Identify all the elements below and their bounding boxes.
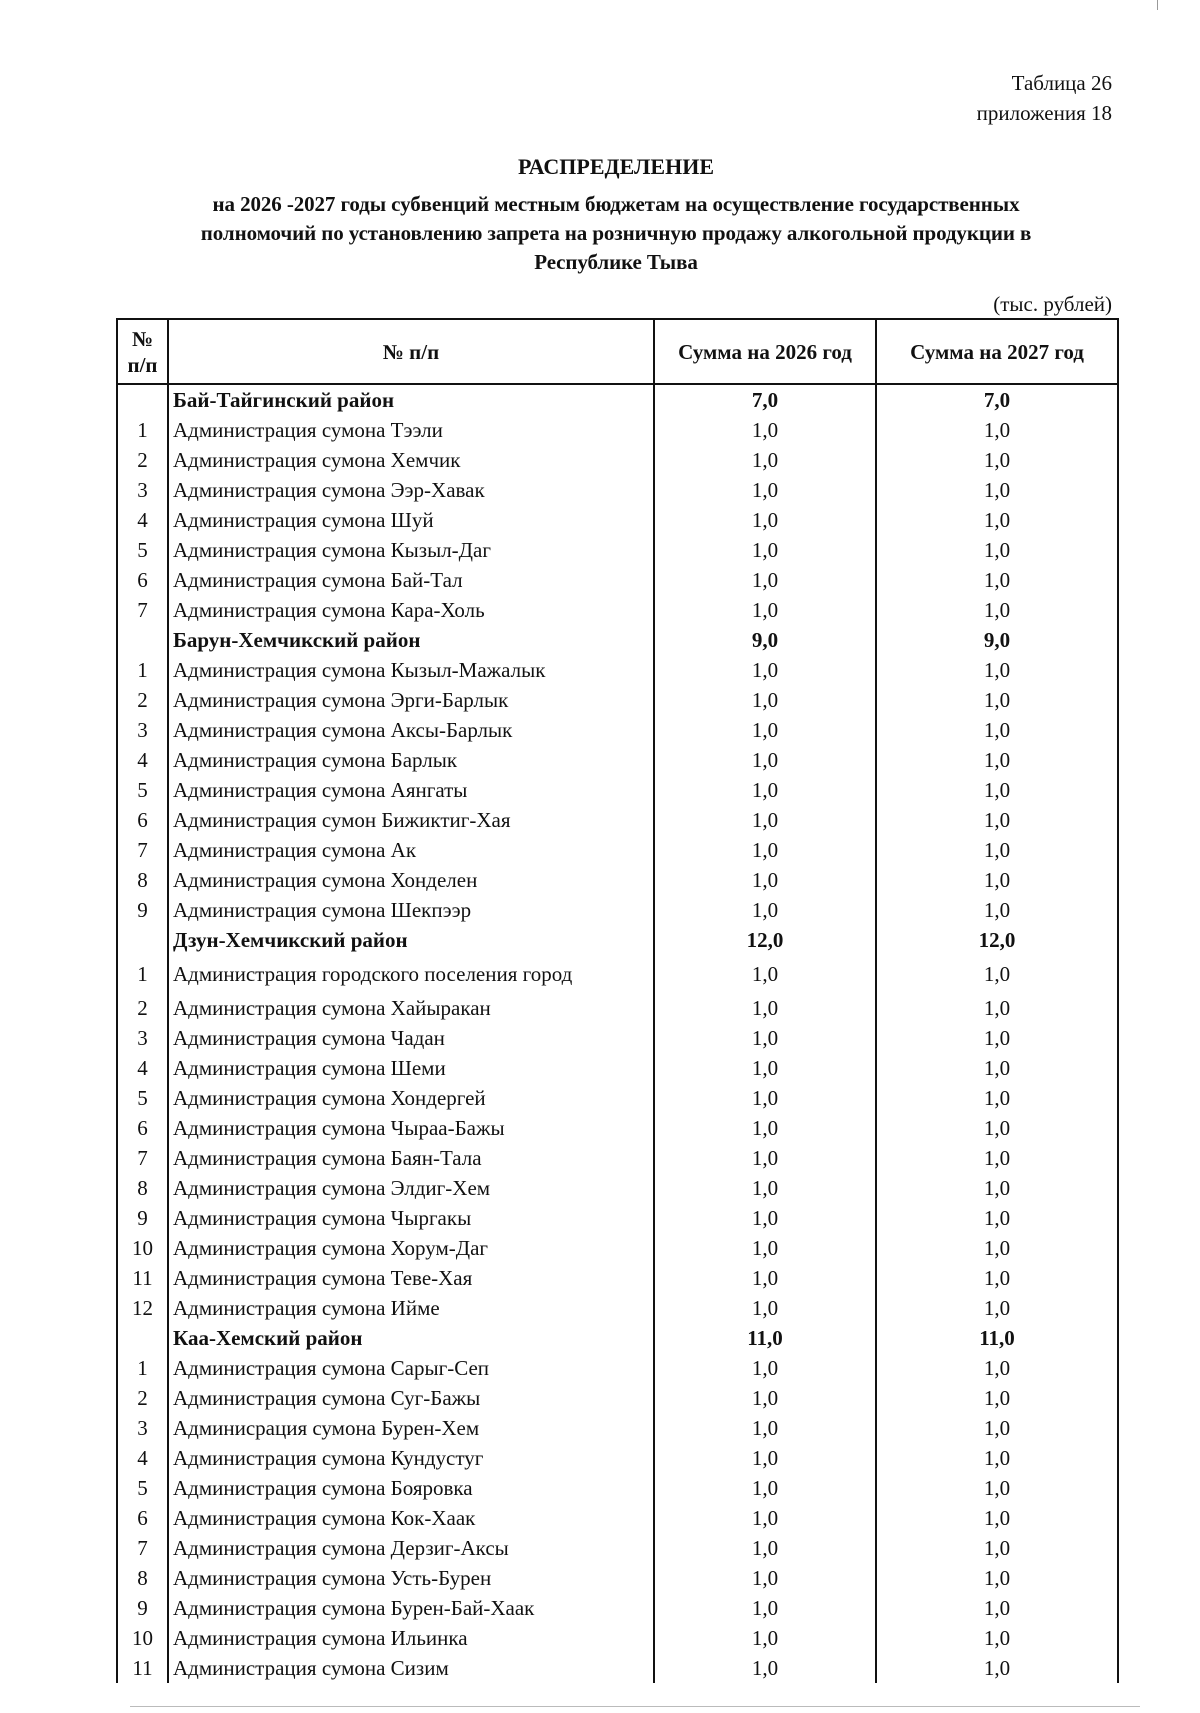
- sum-2026: 1,0: [654, 535, 876, 565]
- administration-name: Администрация сумона Хемчик: [168, 445, 654, 475]
- table-row: [117, 685, 1118, 715]
- sum-2026: 1,0: [654, 1443, 876, 1473]
- row-number: 3: [117, 1413, 168, 1443]
- table-row: [117, 745, 1118, 775]
- subtitle-line-1: на 2026 -2027 годы субвенций местным бюджетам на осуществление государственных: [212, 192, 1020, 216]
- administration-name: Администрация сумона Чадан: [168, 1023, 654, 1053]
- table-number: Таблица 26: [1011, 71, 1112, 95]
- row-number: 9: [117, 1593, 168, 1623]
- sum-2026: 1,0: [654, 685, 876, 715]
- administration-name: Админисрация сумона Бурен-Хем: [168, 1413, 654, 1443]
- administration-name: Администрация сумона Ийме: [168, 1293, 654, 1323]
- table-row: [117, 1203, 1118, 1233]
- sum-2026: 1,0: [654, 1383, 876, 1413]
- sum-2026: 1,0: [654, 805, 876, 835]
- sum-2027: 12,0: [876, 925, 1118, 955]
- table-row: [117, 1503, 1118, 1533]
- administration-name: Администрация сумона Кызыл-Мажалык: [168, 655, 654, 685]
- row-number: 12: [117, 1293, 168, 1323]
- sum-2027: 1,0: [876, 1443, 1118, 1473]
- row-number: 10: [117, 1623, 168, 1653]
- administration-name: Администрация сумона Баян-Тала: [168, 1143, 654, 1173]
- sum-2026: 1,0: [654, 1563, 876, 1593]
- district-row: [117, 625, 1118, 655]
- administration-name: Администрация сумона Хорум-Даг: [168, 1233, 654, 1263]
- row-number: 11: [117, 1653, 168, 1683]
- administration-name: Администрация сумона Аксы-Барлык: [168, 715, 654, 745]
- column-header-number: [117, 319, 168, 384]
- row-number: 5: [117, 775, 168, 805]
- table-row: [117, 1113, 1118, 1143]
- row-number: 2: [117, 993, 168, 1023]
- administration-name: Администрация сумона Кок-Хаак: [168, 1503, 654, 1533]
- sum-2027: 1,0: [876, 805, 1118, 835]
- sum-2026: 1,0: [654, 1503, 876, 1533]
- row-number: 8: [117, 1563, 168, 1593]
- sum-2026: 1,0: [654, 715, 876, 745]
- table-header-row: [117, 319, 1118, 384]
- administration-name: Администрация сумона Шеми: [168, 1053, 654, 1083]
- sum-2026: 1,0: [654, 1473, 876, 1503]
- sum-2027: 1,0: [876, 715, 1118, 745]
- sum-2026: 1,0: [654, 775, 876, 805]
- table-row: [117, 955, 1118, 993]
- sum-2027: 1,0: [876, 895, 1118, 925]
- sum-2027: 1,0: [876, 1653, 1118, 1683]
- column-header-sum-2027: Сумма на 2027 год: [876, 319, 1118, 384]
- column-header-name: № п/п: [168, 319, 654, 384]
- administration-name: Администрация сумона Бай-Тал: [168, 565, 654, 595]
- row-number: 6: [117, 1503, 168, 1533]
- sum-2027: 1,0: [876, 1293, 1118, 1323]
- sum-2026: 1,0: [654, 1653, 876, 1683]
- sum-2026: 1,0: [654, 1053, 876, 1083]
- table-row: [117, 1413, 1118, 1443]
- subtitle-line-2: полномочий по установлению запрета на розничную продажу алкогольной продукции в: [200, 221, 1032, 245]
- units-label: (тыс. рублей): [993, 292, 1112, 316]
- sum-2026: 1,0: [654, 993, 876, 1023]
- row-number: 6: [117, 805, 168, 835]
- row-number: 5: [117, 1473, 168, 1503]
- sum-2027: 1,0: [876, 1113, 1118, 1143]
- sum-2026: 1,0: [654, 865, 876, 895]
- row-number: [117, 384, 168, 415]
- sum-2026: 1,0: [654, 1263, 876, 1293]
- column-header-number-line-2: п/п: [127, 352, 158, 377]
- table-row: [117, 1233, 1118, 1263]
- row-number: 1: [117, 955, 168, 993]
- sum-2026: 1,0: [654, 745, 876, 775]
- sum-2027: 1,0: [876, 1413, 1118, 1443]
- sum-2027: 1,0: [876, 1143, 1118, 1173]
- row-number: 11: [117, 1263, 168, 1293]
- row-number: 5: [117, 1083, 168, 1113]
- administration-name: Администрация сумона Кызыл-Даг: [168, 535, 654, 565]
- table-row: [117, 835, 1118, 865]
- table-row: [117, 1143, 1118, 1173]
- table-row: [117, 715, 1118, 745]
- sum-2026: 1,0: [654, 1083, 876, 1113]
- table-row: [117, 1473, 1118, 1503]
- row-number: 3: [117, 475, 168, 505]
- row-number: [117, 1323, 168, 1353]
- table-row: [117, 1443, 1118, 1473]
- sum-2026: 1,0: [654, 655, 876, 685]
- sum-2026: 1,0: [654, 895, 876, 925]
- district-row: [117, 925, 1118, 955]
- sum-2026: 1,0: [654, 1173, 876, 1203]
- table-row: [117, 805, 1118, 835]
- sum-2027: 1,0: [876, 1233, 1118, 1263]
- sum-2027: 1,0: [876, 1593, 1118, 1623]
- sum-2027: 1,0: [876, 1173, 1118, 1203]
- sum-2026: 1,0: [654, 1293, 876, 1323]
- sum-2027: 1,0: [876, 1353, 1118, 1383]
- district-name: Барун-Хемчикский район: [168, 625, 654, 655]
- administration-name: Администрация сумона Кундустуг: [168, 1443, 654, 1473]
- row-number: 4: [117, 505, 168, 535]
- sum-2027: 1,0: [876, 1203, 1118, 1233]
- sum-2027: 1,0: [876, 655, 1118, 685]
- sum-2027: 1,0: [876, 415, 1118, 445]
- appendix-number: приложения 18: [976, 101, 1112, 125]
- distribution-table: [116, 318, 1119, 1683]
- table-row: [117, 415, 1118, 445]
- administration-name: Администрация сумона Ак: [168, 835, 654, 865]
- sum-2026: 1,0: [654, 445, 876, 475]
- row-number: 1: [117, 1353, 168, 1383]
- administration-name: Администрация сумона Сизим: [168, 1653, 654, 1683]
- table-row: [117, 565, 1118, 595]
- table-row: [117, 1383, 1118, 1413]
- district-name: Дзун-Хемчикский район: [168, 925, 654, 955]
- sum-2026: 1,0: [654, 1623, 876, 1653]
- sum-2027: 1,0: [876, 955, 1118, 993]
- administration-name: Администрация сумон Бижиктиг-Хая: [168, 805, 654, 835]
- row-number: 9: [117, 1203, 168, 1233]
- table-row: [117, 1263, 1118, 1293]
- administration-name: Администрация сумона Чыраа-Бажы: [168, 1113, 654, 1143]
- administration-name: Администрация сумона Дерзиг-Аксы: [168, 1533, 654, 1563]
- sum-2026: 1,0: [654, 835, 876, 865]
- row-number: 2: [117, 445, 168, 475]
- sum-2027: 1,0: [876, 835, 1118, 865]
- sum-2026: 1,0: [654, 1143, 876, 1173]
- table-row: [117, 865, 1118, 895]
- row-number: [117, 625, 168, 655]
- row-number: 10: [117, 1233, 168, 1263]
- table-row: [117, 993, 1118, 1023]
- district-name: Каа-Хемский район: [168, 1323, 654, 1353]
- sum-2026: 11,0: [654, 1323, 876, 1353]
- row-number: 2: [117, 1383, 168, 1413]
- row-number: 6: [117, 565, 168, 595]
- sum-2026: 9,0: [654, 625, 876, 655]
- sum-2027: 1,0: [876, 1623, 1118, 1653]
- column-header-number-line-1: №: [131, 326, 154, 351]
- table-row: [117, 1353, 1118, 1383]
- sum-2026: 1,0: [654, 1533, 876, 1563]
- table-row: [117, 895, 1118, 925]
- administration-name: Администрация сумона Аянгаты: [168, 775, 654, 805]
- table-row: [117, 1533, 1118, 1563]
- table-row: [117, 1293, 1118, 1323]
- administration-name: Администрация сумона Чыргакы: [168, 1203, 654, 1233]
- sum-2027: 7,0: [876, 384, 1118, 415]
- column-header-sum-2026: Сумма на 2026 год: [654, 319, 876, 384]
- sum-2027: 1,0: [876, 445, 1118, 475]
- administration-name: Администрация сумона Барлык: [168, 745, 654, 775]
- administration-name: Администрация сумона Сарыг-Сеп: [168, 1353, 654, 1383]
- table-row: [117, 775, 1118, 805]
- row-number: 4: [117, 1053, 168, 1083]
- administration-name: Администрация сумона Ильинка: [168, 1623, 654, 1653]
- sum-2027: 1,0: [876, 1263, 1118, 1293]
- sum-2027: 1,0: [876, 595, 1118, 625]
- sum-2027: 1,0: [876, 1383, 1118, 1413]
- administration-name: Администрация сумона Суг-Бажы: [168, 1383, 654, 1413]
- district-row: [117, 384, 1118, 415]
- table-row: [117, 1653, 1118, 1683]
- sum-2027: 1,0: [876, 775, 1118, 805]
- row-number: 3: [117, 1023, 168, 1053]
- row-number: 4: [117, 745, 168, 775]
- sum-2026: 1,0: [654, 1353, 876, 1383]
- table-row: [117, 505, 1118, 535]
- administration-name: Администрация сумона Шекпээр: [168, 895, 654, 925]
- sum-2026: 1,0: [654, 415, 876, 445]
- row-number: 6: [117, 1113, 168, 1143]
- sum-2027: 1,0: [876, 865, 1118, 895]
- sum-2027: 1,0: [876, 475, 1118, 505]
- table-row: [117, 1083, 1118, 1113]
- table-row: [117, 1593, 1118, 1623]
- sum-2026: 12,0: [654, 925, 876, 955]
- table-row: [117, 535, 1118, 565]
- administration-name: Администрация сумона Бурен-Бай-Хаак: [168, 1593, 654, 1623]
- row-number: 3: [117, 715, 168, 745]
- table-row: [117, 1173, 1118, 1203]
- sum-2027: 1,0: [876, 745, 1118, 775]
- district-name: Бай-Тайгинский район: [168, 384, 654, 415]
- scan-mark: [1157, 0, 1158, 10]
- sum-2027: 1,0: [876, 1053, 1118, 1083]
- sum-2026: 1,0: [654, 1233, 876, 1263]
- sum-2027: 1,0: [876, 685, 1118, 715]
- sum-2027: 9,0: [876, 625, 1118, 655]
- row-number: 7: [117, 1143, 168, 1173]
- sum-2027: 1,0: [876, 1083, 1118, 1113]
- administration-name: Администрация сумона Бояровка: [168, 1473, 654, 1503]
- administration-name: Администрация сумона Усть-Бурен: [168, 1563, 654, 1593]
- administration-name: Администрация сумона Хондергей: [168, 1083, 654, 1113]
- sum-2027: 1,0: [876, 1503, 1118, 1533]
- sum-2026: 1,0: [654, 1113, 876, 1143]
- sum-2027: 11,0: [876, 1323, 1118, 1353]
- sum-2026: 1,0: [654, 505, 876, 535]
- sum-2026: 7,0: [654, 384, 876, 415]
- sum-2027: 1,0: [876, 1473, 1118, 1503]
- sum-2026: 1,0: [654, 595, 876, 625]
- sum-2027: 1,0: [876, 1023, 1118, 1053]
- row-number: 1: [117, 415, 168, 445]
- row-number: 9: [117, 895, 168, 925]
- sum-2026: 1,0: [654, 1593, 876, 1623]
- row-number: 8: [117, 1173, 168, 1203]
- administration-name: Администрация сумона Элдиг-Хем: [168, 1173, 654, 1203]
- table-row: [117, 655, 1118, 685]
- administration-name: Администрация сумона Хайыракан: [168, 993, 654, 1023]
- table-row: [117, 445, 1118, 475]
- table-row: [117, 475, 1118, 505]
- document-title: РАСПРЕДЕЛЕНИЕ: [517, 154, 714, 179]
- table-row: [117, 1623, 1118, 1653]
- sum-2026: 1,0: [654, 475, 876, 505]
- table-row: [117, 1053, 1118, 1083]
- sum-2026: 1,0: [654, 955, 876, 993]
- sum-2026: 1,0: [654, 1203, 876, 1233]
- administration-name: Администрация сумона Тээли: [168, 415, 654, 445]
- subtitle-line-3: Республике Тыва: [534, 250, 698, 274]
- sum-2026: 1,0: [654, 565, 876, 595]
- sum-2027: 1,0: [876, 565, 1118, 595]
- sum-2027: 1,0: [876, 505, 1118, 535]
- table-body: [117, 384, 1118, 1683]
- administration-name: Администрация сумона Хонделен: [168, 865, 654, 895]
- row-number: 5: [117, 535, 168, 565]
- sum-2026: 1,0: [654, 1413, 876, 1443]
- row-number: 4: [117, 1443, 168, 1473]
- table-row: [117, 1563, 1118, 1593]
- row-number: 7: [117, 1533, 168, 1563]
- table-row: [117, 1023, 1118, 1053]
- administration-name: Администрация сумона Ээр-Хавак: [168, 475, 654, 505]
- administration-name: Администрация сумона Эрги-Барлык: [168, 685, 654, 715]
- administration-name: Администрация сумона Шуй: [168, 505, 654, 535]
- row-number: 7: [117, 595, 168, 625]
- row-number: 7: [117, 835, 168, 865]
- table-reference: [977, 68, 1112, 128]
- row-number: [117, 925, 168, 955]
- sum-2027: 1,0: [876, 1563, 1118, 1593]
- row-number: 8: [117, 865, 168, 895]
- sum-2027: 1,0: [876, 993, 1118, 1023]
- administration-name: Администрация сумона Теве-Хая: [168, 1263, 654, 1293]
- district-row: [117, 1323, 1118, 1353]
- administration-name: Администрация сумона Кара-Холь: [168, 595, 654, 625]
- sum-2027: 1,0: [876, 1533, 1118, 1563]
- sum-2026: 1,0: [654, 1023, 876, 1053]
- row-number: 1: [117, 655, 168, 685]
- document-subtitle: [100, 190, 1132, 277]
- row-number: 2: [117, 685, 168, 715]
- table-row: [117, 595, 1118, 625]
- administration-name: Администрация городского поселения город: [168, 955, 654, 993]
- sum-2027: 1,0: [876, 535, 1118, 565]
- page-bottom-rule: [130, 1706, 1140, 1707]
